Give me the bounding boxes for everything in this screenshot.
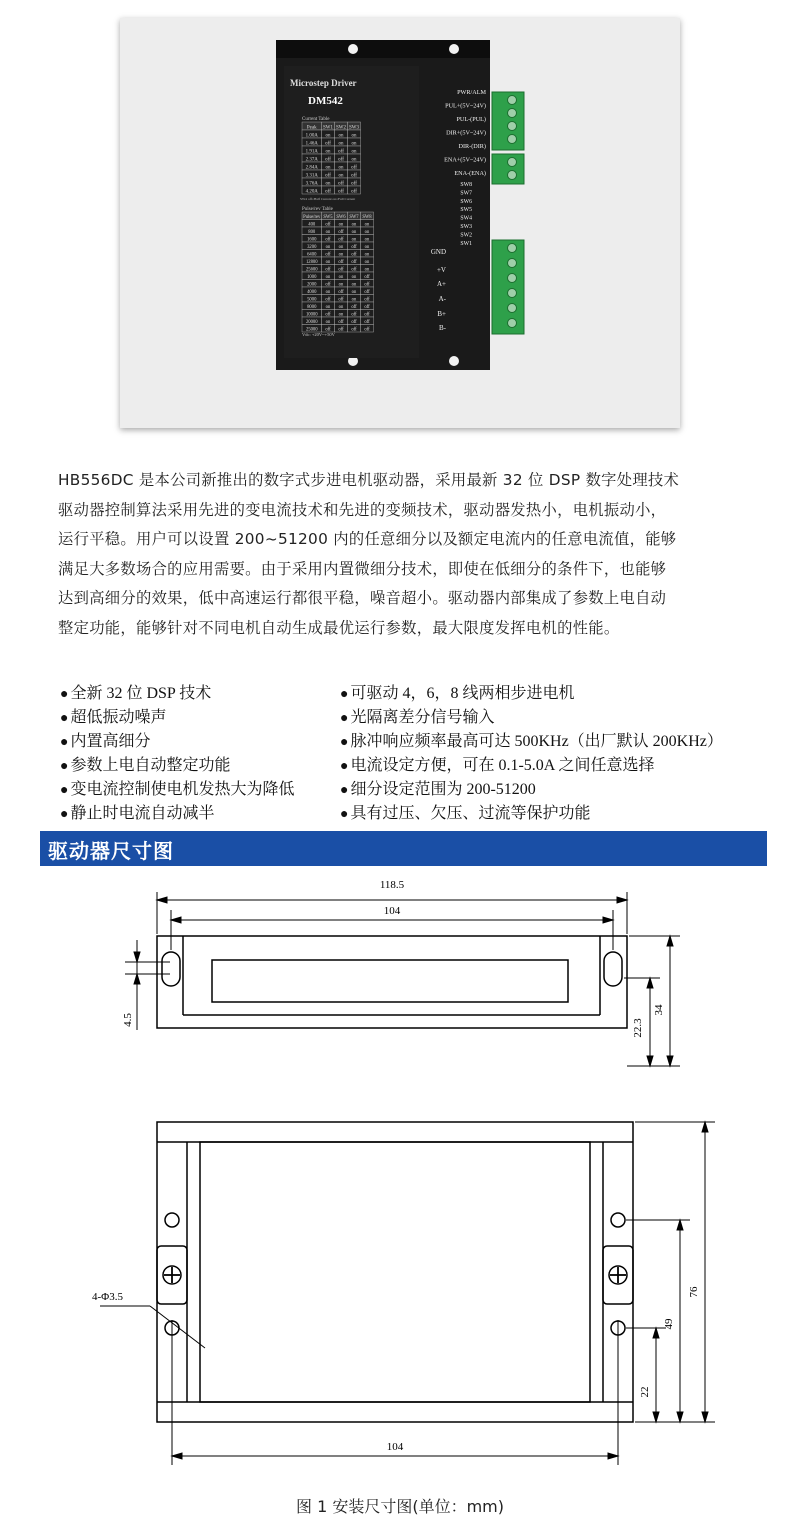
feature-item: ● 电流设定方便，可在 0.1-5.0A 之间任意选择 [340, 757, 655, 774]
pulse-table-cell-text: on [364, 229, 370, 235]
current-table-title: Current Table [302, 117, 330, 122]
screw-icon [508, 244, 517, 253]
front-view-outline [157, 1122, 633, 1422]
pulse-table-cell-text: off [338, 237, 344, 243]
pulse-table-cell-text: 6400 [307, 252, 317, 258]
description-paragraph [58, 466, 778, 643]
current-note: SW4 off=Half Current on=Full Current [300, 197, 356, 201]
pulse-table-cell-text: off [364, 319, 370, 325]
pulse-table-cell-text: on [351, 282, 357, 288]
power-label: B+ [437, 310, 446, 318]
terminal-label: DIR-(DIR) [458, 143, 486, 150]
current-table-cell-text: 2.37A [305, 157, 318, 163]
top-view-drawing [0, 870, 800, 1080]
terminal-label: ENA+(5V~24V) [444, 156, 486, 164]
pulse-table-cell-text: off [351, 312, 357, 318]
current-table-cell-text: 4.20A [305, 189, 318, 195]
pulse-table-cell-text: off [338, 319, 344, 325]
pulse-table-cell-text: SW8 [362, 214, 372, 220]
dim-inner-width: 104 [383, 905, 401, 917]
terminal-label: DIR+(5V~24V) [446, 129, 486, 137]
pulse-table-cell-text: on [338, 312, 344, 318]
switch-label: SW1 [460, 240, 472, 247]
pulse-table-cell-text: off [338, 259, 344, 265]
terminal-label: PWR/ALM [457, 89, 486, 96]
switch-label: SW8 [460, 182, 472, 188]
pulse-table-cell-text: off [325, 267, 331, 273]
switch-label: SW3 [460, 224, 472, 230]
pulse-table-cell-text: off [364, 304, 370, 310]
features-left [60, 682, 294, 826]
pulse-table-cell-text: off [325, 282, 331, 288]
model-label: DM542 [308, 95, 343, 107]
pulse-table-cell-text: off [351, 319, 357, 325]
brand-label: Microstep Driver [290, 78, 357, 88]
pulse-table-cell-text: off [338, 297, 344, 303]
feature-item: ● 可驱动 4，6，8 线两相步进电机 [340, 685, 575, 702]
current-table-cell-text: on [325, 149, 331, 155]
current-table-cell-text: off [325, 157, 331, 163]
section-banner [40, 831, 767, 866]
current-table-cell-text: 1.46A [305, 141, 318, 147]
current-table-cell-text: off [338, 157, 344, 163]
pulse-table-cell-text: on [338, 282, 344, 288]
pulse-table-cell-text: on [325, 289, 331, 295]
pulse-table-cell-text: off [338, 267, 344, 273]
pulse-table-cell-text: 2000 [307, 282, 317, 288]
current-table-cell-text: on [351, 157, 357, 163]
dim-total-width: 118.5 [379, 879, 405, 891]
pulse-table-cell-text: off [351, 327, 357, 333]
pulse-table-cell-text: on [351, 237, 357, 243]
pulse-table-cell-text: SW6 [336, 214, 346, 220]
pulse-table-cell-text: 25600 [305, 267, 318, 273]
current-table [302, 122, 361, 194]
current-table-cell-text: off [325, 141, 331, 147]
current-table-cell-text: off [338, 149, 344, 155]
pulse-table-cell-text: on [351, 222, 357, 228]
power-label: A- [438, 295, 446, 303]
pulse-table-cell-text: on [325, 274, 331, 280]
feature-item: ● 光隔离差分信号输入 [340, 709, 495, 726]
pulse-table-cell-text: 10000 [305, 312, 318, 318]
screw-icon [508, 171, 517, 180]
pulse-table-cell-text: on [325, 244, 331, 250]
pulse-table-cell-text: on [351, 274, 357, 280]
dim-hole-spacing: 49 [663, 1318, 675, 1330]
front-view-drawing [0, 1110, 800, 1485]
feature-item: ● 细分设定范围为 200-51200 [340, 781, 536, 798]
pulse-table-cell-text: off [351, 259, 357, 265]
screw-icon [508, 135, 517, 144]
current-table-cell-text: on [338, 165, 344, 171]
terminal-label: PUL-(PUL) [456, 116, 486, 123]
pulse-table-cell-text: Pulse/rev [303, 214, 321, 220]
dim-hole-label: 4-Φ3.5 [92, 1291, 123, 1303]
feature-item: ● 参数上电自动整定功能 [60, 757, 231, 774]
description-line: 运行平稳。用户可以设置 200~51200 内的任意细分以及额定电流内的任意电流值，能够 [58, 530, 677, 548]
current-table-cell-text: on [351, 141, 357, 147]
feature-item: ● 具有过压、欠压、过流等保护功能 [340, 805, 591, 822]
screw-icon [508, 109, 517, 118]
screw-icon [508, 158, 517, 167]
pulse-table-cell-text: on [338, 274, 344, 280]
current-table-cell-text: 2.84A [305, 165, 318, 171]
pulse-table-title: Pulse/rev Table [302, 207, 333, 212]
description-line: 整定功能，能够针对不同电机自动生成最优运行参数，最大限度发挥电机的性能。 [58, 618, 620, 637]
current-table-cell-text: 1.91A [305, 149, 318, 155]
product-photo [120, 18, 680, 428]
dim-hole-height: 22.3 [632, 1018, 644, 1038]
current-table-cell-text: 3.31A [305, 173, 318, 179]
current-table-cell-text: on [325, 133, 331, 139]
pulse-table-cell-text: off [338, 289, 344, 295]
screw-icon [508, 289, 517, 298]
mount-hole-icon [348, 44, 358, 54]
pulse-table-cell-text: 4000 [307, 289, 317, 295]
current-table-cell-text: 3.76A [305, 181, 318, 187]
pulse-table-cell-text: 400 [308, 222, 316, 228]
driver-photo-svg [120, 18, 680, 428]
mount-hole-icon [449, 44, 459, 54]
mount-hole-icon [449, 356, 459, 366]
switch-label: SW6 [460, 198, 472, 205]
terminal-label: PUL+(5V~24V) [445, 102, 486, 110]
current-table-cell-text: off [351, 165, 357, 171]
pulse-table-cell-text: off [338, 327, 344, 333]
screw-icon [508, 259, 517, 268]
current-table-cell-text: off [325, 189, 331, 195]
slot-hole-icon [604, 952, 622, 986]
current-table-cell-text: off [338, 189, 344, 195]
switch-label: SW4 [460, 215, 472, 222]
pulse-table-cell-text: off [338, 229, 344, 235]
feature-item: ● 超低振动噪声 [60, 709, 167, 726]
dim-hole-offset: 4.5 [122, 1013, 134, 1027]
screw-icon [508, 304, 517, 313]
power-label: B- [439, 324, 446, 332]
pulse-table-cell-text: on [351, 229, 357, 235]
pulse-table-cell-text: off [364, 297, 370, 303]
current-table-cell-text: on [351, 149, 357, 155]
pulse-table-cell-text: on [325, 259, 331, 265]
dim-front-width: 104 [386, 1441, 404, 1453]
voltage-note: Vdc: +20V~+50V [302, 332, 335, 337]
terminal-label: ENA-(ENA) [454, 170, 486, 177]
pulse-table-cell-text: off [364, 289, 370, 295]
screw-icon [508, 274, 517, 283]
dim-front-height: 76 [688, 1286, 700, 1298]
current-table-cell-text: off [351, 173, 357, 179]
pulse-table-cell-text: off [325, 297, 331, 303]
current-table-cell-text: off [338, 181, 344, 187]
feature-item: ● 静止时电流自动减半 [60, 805, 215, 822]
current-table-cell-text: on [338, 173, 344, 179]
current-table-cell-text: on [338, 133, 344, 139]
pulse-table-cell-text: off [325, 237, 331, 243]
pulse-table-cell-text: on [364, 252, 370, 258]
description-line: HB556DC 是本公司新推出的数字式步进电机驱动器，采用最新 32 位 DSP 数字处理技术 [58, 471, 680, 489]
current-table-cell-text: off [351, 189, 357, 195]
switch-label: SW5 [460, 207, 472, 214]
pulse-table-cell-text: off [351, 304, 357, 310]
pulse-table-cell-text: off [325, 222, 331, 228]
pulse-table-cell-text: on [364, 259, 370, 265]
power-label: +V [436, 266, 446, 274]
pulse-table-cell-text: on [364, 267, 370, 273]
pulse-table-cell-text: off [364, 327, 370, 333]
pulse-table-cell-text: on [338, 222, 344, 228]
pulse-table-cell-text: 5000 [307, 297, 317, 303]
pulse-table-cell-text: on [338, 244, 344, 250]
current-table-cell-text: 1.00A [305, 133, 318, 139]
pulse-table-cell-text: on [351, 289, 357, 295]
current-table-cell-text: on [325, 165, 331, 171]
pulse-table-cell-text: 25000 [305, 327, 318, 333]
top-view-window [212, 960, 568, 1002]
current-table-cell-text: on [351, 133, 357, 139]
front-view-panel [200, 1142, 590, 1402]
pulse-table-cell-text: 1600 [307, 237, 317, 243]
description-line: 达到高细分的效果，低中高速运行都很平稳，噪音超小。驱动器内部集成了参数上电自动 [58, 589, 667, 607]
pulse-table-cell-text: SW5 [323, 214, 333, 220]
dim-height: 34 [653, 1004, 665, 1016]
pulse-table-cell-text: off [325, 327, 331, 333]
dim-hole-bottom: 22 [639, 1386, 651, 1398]
current-table-cell-text: on [338, 141, 344, 147]
top-view-outline [157, 936, 627, 1028]
slot-hole-icon [162, 952, 180, 986]
power-label: GND [430, 248, 446, 256]
pulse-table-cell-text: 1000 [307, 274, 317, 280]
pulse-table-cell-text: off [325, 252, 331, 258]
pulse-table-cell-text: 800 [308, 229, 316, 235]
description-line: 驱动器控制算法采用先进的变电流技术和先进的变频技术，驱动器发热小，电机振动小， [58, 500, 667, 519]
pulse-table-cell-text: off [351, 244, 357, 250]
power-label: A+ [436, 280, 446, 288]
pulse-table-cell-text: on [364, 222, 370, 228]
pulse-table-cell-text: 12800 [305, 259, 318, 265]
switch-label: SW2 [460, 232, 472, 239]
mount-hole-icon [611, 1213, 625, 1227]
feature-item: ● 全新 32 位 DSP 技术 [60, 685, 212, 702]
pulse-table-cell-text: on [338, 252, 344, 258]
figure-caption: 图 1 安装尺寸图(单位：mm) [295, 1497, 504, 1516]
current-table-cell-text: Peak [306, 125, 317, 131]
screw-icon [508, 319, 517, 328]
feature-item: ● 脉冲响应频率最高可达 500KHz（出厂默认 200KHz） [340, 733, 723, 750]
pulse-table-cell-text: off [325, 312, 331, 318]
pulse-table [302, 212, 374, 332]
pulse-table-cell-text: SW7 [349, 214, 359, 220]
current-table-cell-text: SW1 [323, 125, 333, 131]
pulse-table-cell-text: on [325, 229, 331, 235]
screw-icon [508, 96, 517, 105]
pulse-table-cell-text: 20000 [305, 319, 318, 325]
pulse-table-cell-text: off [364, 274, 370, 280]
pulse-table-cell-text: off [364, 312, 370, 318]
current-table-cell-text: on [325, 181, 331, 187]
features-right [340, 682, 723, 826]
pulse-table-cell-text: off [364, 282, 370, 288]
switch-label: SW7 [460, 190, 472, 197]
feature-item: ● 内置高细分 [60, 733, 151, 750]
mount-hole-icon [165, 1213, 179, 1227]
pulse-table-cell-text: on [364, 244, 370, 250]
section-title: 驱动器尺寸图 [48, 839, 174, 863]
pulse-table-cell-text: off [351, 252, 357, 258]
screw-icon [508, 122, 517, 131]
pulse-table-cell-text: on [325, 319, 331, 325]
current-table-cell-text: off [351, 181, 357, 187]
pulse-table-cell-text: on [338, 304, 344, 310]
pulse-table-cell-text: on [351, 297, 357, 303]
current-table-cell-text: off [325, 173, 331, 179]
pulse-table-cell-text: on [364, 237, 370, 243]
pulse-table-cell-text: 8000 [307, 304, 317, 310]
description-line: 满足大多数场合的应用需要。由于采用内置微细分技术，即使在低细分的条件下，也能够 [58, 559, 667, 578]
feature-item: ● 变电流控制使电机发热大为降低 [60, 781, 295, 798]
pulse-table-cell-text: 3200 [307, 244, 317, 250]
pulse-table-cell-text: on [325, 304, 331, 310]
pulse-table-cell-text: off [351, 267, 357, 273]
current-table-cell-text: SW3 [349, 125, 359, 131]
current-table-cell-text: SW2 [336, 125, 346, 131]
